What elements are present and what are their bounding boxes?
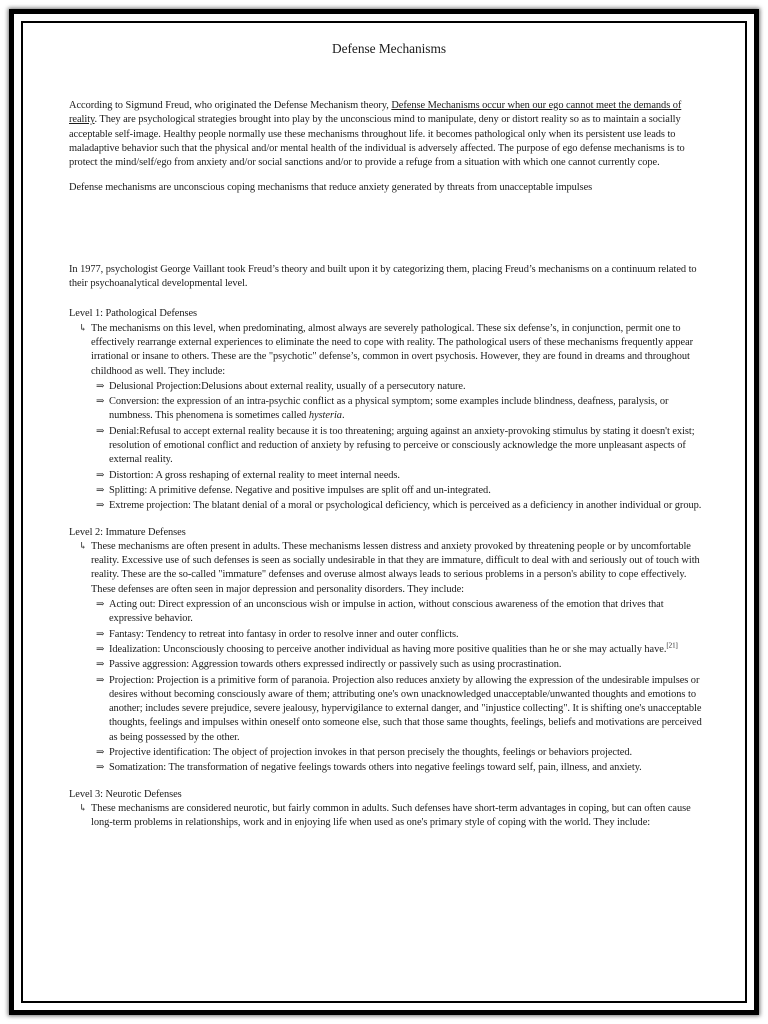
double-arrow-icon: ⇒: [96, 643, 105, 655]
defense-term: Somatization:: [109, 762, 167, 774]
double-arrow-icon: ⇒: [96, 425, 105, 437]
level-description: [69, 802, 709, 831]
defense-item: [69, 628, 709, 642]
defense-item-text: [109, 674, 709, 745]
defense-term: Delusional Projection:: [109, 380, 202, 392]
level-description-text: These mechanisms are often present in adults. These mechanisms lessen distress and anxiety provoked by threatening people or by uncomfortable reality. Excessive use of such defenses is seen as socially undesirable in that they are immature, difficult to deal with and seriously out of touch with reality. These are the so-called "immature" defenses and overuse almost always leads to serious problems in a person's ability to cope effectively. These defenses are often seen in major depression and personality disorders. They include:: [91, 540, 700, 595]
defense-definition: Unconsciously choosing to perceive another individual as having more positive qualities than he or she may actually have.: [160, 643, 667, 655]
defense-definition: The transformation of negative feelings towards others into negative feelings toward self, pain, illness, and anxiety.: [166, 762, 642, 774]
defense-term: Acting out:: [109, 599, 156, 611]
defense-definition: A primitive defense. Negative and positive impulses are split off and un-integrated.: [147, 484, 491, 496]
defense-definition: Refusal to accept external reality because it is too threatening; arguing against an anxiety-provoking stimulus by stating it doesn't exist; resolution of emotional conflict and reduction of anxiety by refusing to perceive or consciously acknowledge the more unpleasant aspects of external reality.: [109, 425, 695, 466]
defense-term: Denial:: [109, 425, 140, 437]
double-arrow-icon: ⇒: [96, 469, 105, 481]
double-arrow-icon: ⇒: [96, 659, 105, 671]
double-arrow-icon: ⇒: [96, 746, 105, 758]
defense-item-text: [109, 499, 709, 513]
defense-item: [69, 674, 709, 745]
defense-item: [69, 395, 709, 424]
defense-item: [69, 499, 709, 513]
citation-superscript: [21]: [666, 641, 678, 650]
intro-text-start: According to Sigmund Freud, who originated the Defense Mechanism theory,: [69, 100, 392, 111]
intro-underlined-text: Defense Mechanisms occur when our ego cannot meet the demands of reality: [69, 100, 682, 126]
level-heading: Level 3: Neurotic Defenses: [69, 788, 182, 800]
defense-item: [69, 746, 709, 760]
defense-list: [69, 598, 709, 776]
defense-item-text: [109, 484, 709, 498]
defense-item-text: [109, 746, 709, 760]
defense-term: Extreme projection:: [109, 500, 191, 512]
defense-term: Splitting:: [109, 484, 148, 496]
defense-definition: the expression of an intra-psychic conflict as a physical symptom; some examples include blindness, deafness, paralysis, or numbness. This phenomena is sometimes called: [109, 396, 669, 422]
document-title: Defense Mechanisms: [332, 41, 446, 56]
double-arrow-icon: ⇒: [96, 762, 105, 774]
defense-definition: Direct expression of an unconscious wish or impulse in action, without conscious awareness of the emotion that drives that expressive behavior.: [109, 599, 664, 625]
defense-definition-end: .: [341, 410, 345, 422]
level-heading: Level 1: Pathological Defenses: [69, 308, 198, 320]
hooked-arrow-icon: ↳: [79, 541, 87, 552]
defense-term: Projection:: [109, 674, 155, 686]
defense-item-text: [109, 643, 709, 657]
defense-item: [69, 469, 709, 483]
defense-item-text: [109, 761, 709, 775]
double-arrow-icon: ⇒: [96, 599, 105, 611]
level-heading: Level 2: Immature Defenses: [69, 526, 186, 538]
defense-item: [69, 484, 709, 498]
defense-definition: The object of projection invokes in that person precisely the thoughts, feelings or behaviors projected.: [210, 746, 633, 758]
double-arrow-icon: ⇒: [96, 396, 105, 408]
hooked-arrow-icon: ↳: [79, 323, 87, 334]
defense-item: [69, 658, 709, 672]
level-section-3: [69, 788, 709, 831]
defense-item: [69, 643, 709, 657]
defense-definition: The blatant denial of a moral or psychological deficiency, which is perceived as a deficiency in another individual or group.: [190, 500, 702, 512]
defense-term: Projective identification:: [109, 746, 211, 758]
level-description: [69, 540, 709, 597]
defense-definition: Delusions about external reality, usually of a persecutory nature.: [201, 380, 466, 392]
defense-term: Fantasy:: [109, 628, 144, 640]
defense-item-text: [109, 469, 709, 483]
defense-item-text: [109, 598, 709, 627]
intro-paragraph: [69, 99, 709, 170]
defense-term: Conversion:: [109, 396, 160, 408]
double-arrow-icon: ⇒: [96, 500, 105, 512]
level-description-text: The mechanisms on this level, when predominating, almost always are severely pathological. These six defense’s, in conjunction, permit one to effectively rearrange external experiences to eliminate the need to cope with reality. The pathological users of these mechanisms frequently appear irrational or insane to others. These are the "psychotic" defense’s, common in overt psychosis. However, they are found in dreams and throughout childhood as well. They include:: [91, 322, 694, 377]
document-body: [69, 40, 709, 830]
defense-term: Distortion:: [109, 469, 154, 481]
definition-paragraph: Defense mechanisms are unconscious coping mechanisms that reduce anxiety generated by threats from unacceptable impulses: [69, 182, 593, 194]
defense-item-text: [109, 380, 709, 394]
defense-item-text: [109, 628, 709, 642]
defense-levels: [69, 307, 709, 830]
defense-emphasis: hysteria: [308, 410, 342, 422]
defense-item: [69, 598, 709, 627]
defense-term: Passive aggression:: [109, 659, 190, 671]
double-arrow-icon: ⇒: [96, 628, 105, 640]
defense-list: [69, 380, 709, 514]
defense-item-text: [109, 395, 709, 424]
defense-definition: Tendency to retreat into fantasy in order to resolve inner and outer conflicts.: [143, 628, 459, 640]
double-arrow-icon: ⇒: [96, 674, 105, 686]
intro-text-end: . They are psychological strategies brought into play by the unconscious mind to manipulate, deny or distort reality so as to maintain a socially acceptable self-image. Healthy people normally use these mechanisms throughout life. it becomes pathological only when its persistent use leads to maladaptive behavior such that the physical and/or mental health of the individual is adversely affected. The purpose of ego defense mechanisms is to protect the mind/self/ego from anxiety and/or social sanctions and/or to provide a refuge from a situation with which one cannot currently cope.: [69, 114, 685, 169]
defense-item-text: [109, 425, 709, 468]
double-arrow-icon: ⇒: [96, 380, 105, 392]
defense-item: [69, 425, 709, 468]
hooked-arrow-icon: ↳: [79, 803, 87, 814]
level-section-1: [69, 307, 709, 513]
defense-definition: Projection is a primitive form of paranoia. Projection also reduces anxiety by allowing the expression of the undesirable impulses or desires without becoming consciously aware of them; attributing one's own unacknowledged unacceptable/unwanted thoughts and emotions to another; includes severe prejudice, severe jealousy, hypervigilance to external danger, and "injustice collecting". It is shifting one's unacceptable thoughts, feelings and impulses within oneself onto someone else, such that those same thoughts, feelings, beliefs and motivations are perceived as being possessed by the other.: [109, 674, 702, 743]
defense-item: [69, 761, 709, 775]
defense-definition: A gross reshaping of external reality to meet internal needs.: [153, 469, 400, 481]
vaillant-paragraph: In 1977, psychologist George Vaillant took Freud’s theory and built upon it by categorizing them, placing Freud’s mechanisms on a continuum related to their psychoanalytical developmental level.: [69, 263, 697, 290]
defense-item: [69, 380, 709, 394]
level-section-2: [69, 526, 709, 776]
defense-definition: Aggression towards others expressed indirectly or passively such as using procrastination.: [189, 659, 562, 671]
level-description: [69, 322, 709, 379]
double-arrow-icon: ⇒: [96, 484, 105, 496]
defense-item-text: [109, 658, 709, 672]
defense-term: Idealization:: [109, 643, 161, 655]
level-description-text: These mechanisms are considered neurotic, but fairly common in adults. Such defenses have short-term advantages in coping, but can often cause long-term problems in relationships, work and in enjoying life when used as one's primary style of coping with the world. They include:: [91, 802, 691, 829]
